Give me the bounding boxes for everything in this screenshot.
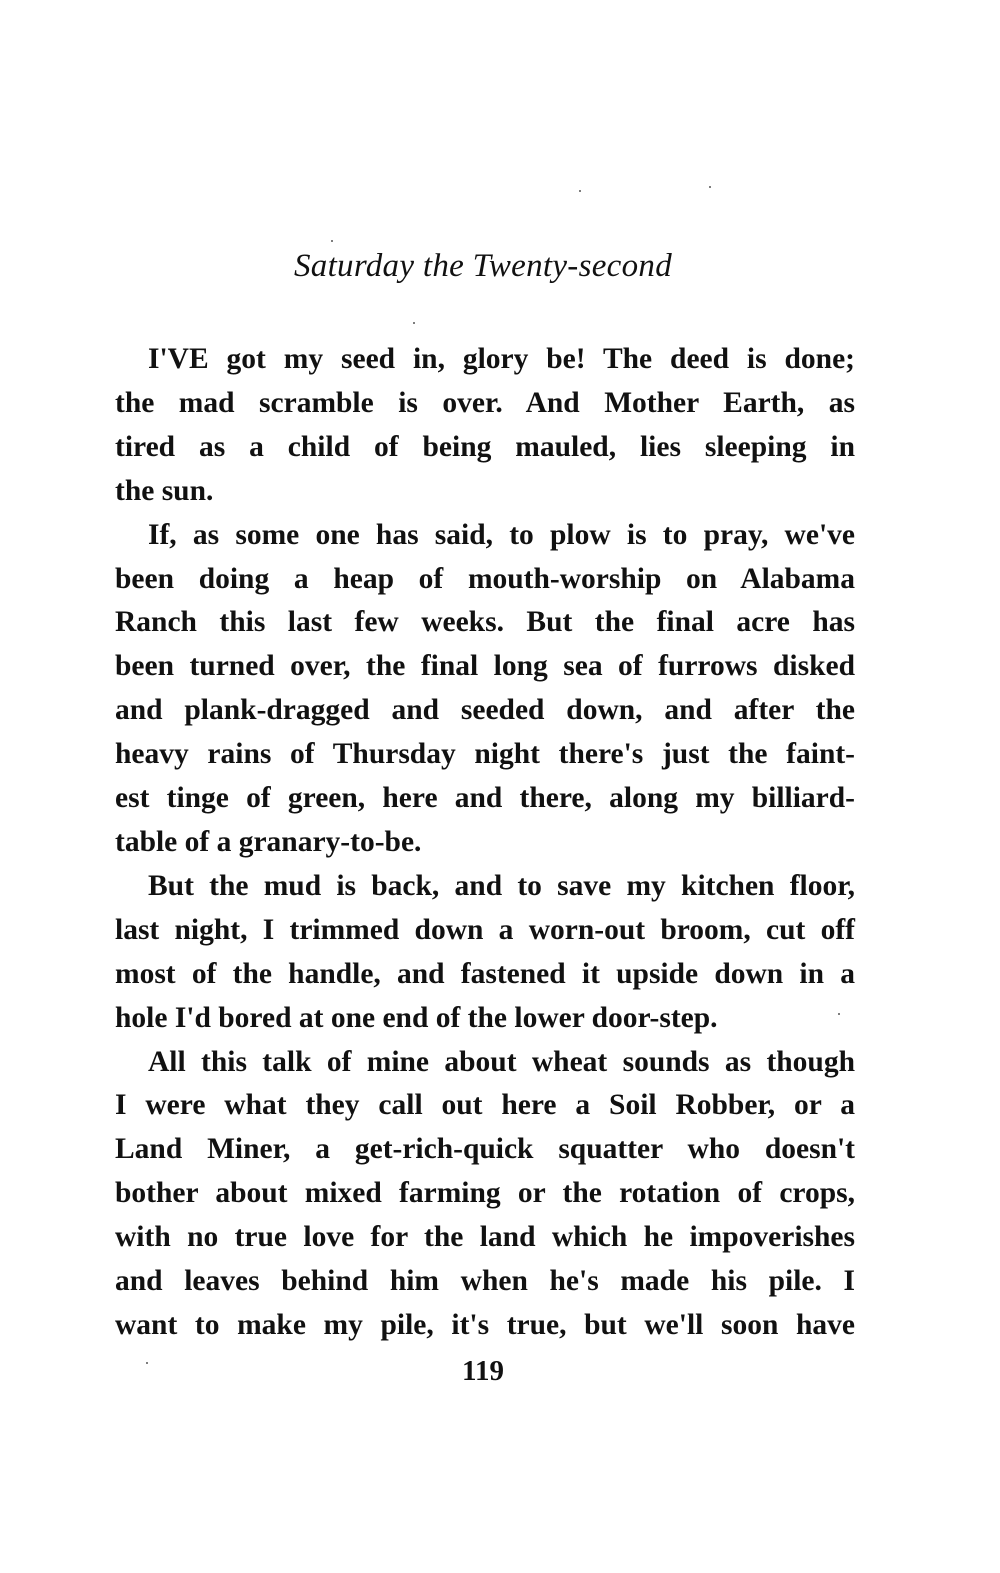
text-line: and plank-dragged and seeded down, and after the bbox=[115, 694, 855, 727]
text-line: hole I'd bored at one end of the lower door-step. bbox=[115, 1001, 718, 1034]
text-line: Land Miner, a get-rich-quick squatter who doesn't bbox=[115, 1133, 855, 1166]
text-line: tired as a child of being mauled, lies sleeping in bbox=[115, 430, 855, 463]
paragraph-4 bbox=[115, 1041, 855, 1348]
text-line: the sun. bbox=[115, 474, 214, 507]
text-line: been doing a heap of mouth-worship on Alabama bbox=[115, 562, 855, 595]
text-line: est tinge of green, here and there, along my billiard- bbox=[115, 782, 855, 815]
text-line: I were what they call out here a Soil Robber, or a bbox=[115, 1089, 855, 1122]
text-line: most of the handle, and fastened it upside down in a bbox=[115, 957, 855, 990]
scan-speck bbox=[838, 1013, 840, 1015]
text-line: table of a granary-to-be. bbox=[115, 825, 422, 858]
text-line: But the mud is back, and to save my kitchen floor, bbox=[148, 869, 855, 902]
body-text bbox=[115, 338, 855, 1348]
scan-speck bbox=[709, 186, 711, 188]
text-line: Ranch this last few weeks. But the final acre has bbox=[115, 606, 855, 639]
text-line: All this talk of mine about wheat sounds as though bbox=[148, 1045, 855, 1078]
text-line: want to make my pile, it's true, but we'll soon have bbox=[115, 1308, 855, 1341]
text-line: bother about mixed farming or the rotation of crops, bbox=[115, 1177, 855, 1210]
text-line: last night, I trimmed down a worn-out broom, cut off bbox=[115, 913, 855, 946]
text-line: with no true love for the land which he impoverishes bbox=[115, 1221, 855, 1254]
paragraph-2 bbox=[115, 514, 855, 865]
chapter-title: Saturday the Twenty-second bbox=[293, 248, 673, 284]
page-number: 119 bbox=[462, 1355, 504, 1387]
scan-speck bbox=[413, 322, 415, 324]
scan-speck bbox=[579, 190, 581, 192]
text-line: heavy rains of Thursday night there's just the faint- bbox=[115, 738, 855, 771]
text-line: the mad scramble is over. And Mother Earth, as bbox=[115, 386, 855, 419]
paragraph-3 bbox=[115, 865, 855, 1041]
scan-speck bbox=[146, 1362, 148, 1364]
text-line: and leaves behind him when he's made his pile. I bbox=[115, 1265, 855, 1298]
text-line: If, as some one has said, to plow is to pray, we've bbox=[148, 518, 855, 551]
text-line: been turned over, the final long sea of furrows disked bbox=[115, 650, 855, 683]
text-line: I'VE got my seed in, glory be! The deed is done; bbox=[148, 343, 855, 375]
paragraph-1 bbox=[115, 338, 855, 514]
scan-speck bbox=[331, 240, 333, 242]
